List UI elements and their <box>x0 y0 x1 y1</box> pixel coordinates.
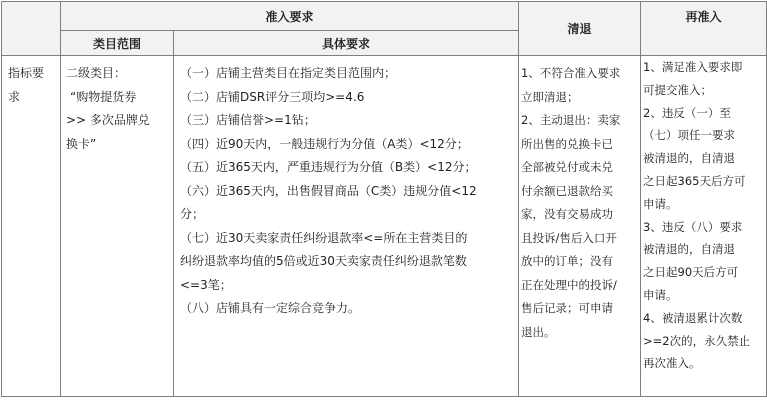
clearance-header-text: 清退 <box>567 22 592 36</box>
clearance-line: 2、主动退出：卖家 <box>521 113 621 127</box>
category-line: 换卡” <box>66 136 97 151</box>
readmission-header <box>641 2 767 56</box>
readmission-cell <box>641 56 767 397</box>
specific-header <box>174 31 519 56</box>
requirement-line: （五）近365天内，严重违规行为分值（B类）<12分； <box>180 160 477 174</box>
clearance-line: 1、不符合准入要求 <box>521 66 621 80</box>
category-line: “购物提货券 <box>70 89 137 104</box>
clearance-line: 放中的订单；没有 <box>521 254 614 268</box>
requirements-cell <box>174 56 519 397</box>
requirement-line: （八）店铺具有一定综合竞争力。 <box>180 301 361 315</box>
readmission-line: 之日起90天后方可 <box>643 265 739 280</box>
readmission-line: 3、违反（八）要求 <box>643 219 743 234</box>
requirement-line: （七）近30天卖家责任纠纷退款率<=所在主营类目的 <box>180 230 468 245</box>
admission-header <box>61 2 519 31</box>
rules-table <box>1 1 767 397</box>
specific-header-text: 具体要求 <box>322 36 371 51</box>
requirement-line: <=3笔； <box>180 277 232 292</box>
readmission-line: 被清退的，自清退 <box>643 151 736 166</box>
requirement-line: 分； <box>180 207 205 221</box>
clearance-line: 退出。 <box>521 324 556 339</box>
clearance-header <box>519 2 641 56</box>
readmission-line: 4、被清退累计次数 <box>643 310 743 325</box>
clearance-cell <box>519 56 641 397</box>
readmission-line: 再次准入。 <box>643 356 701 371</box>
clearance-line: 付余额已退款给买 <box>521 183 614 198</box>
category-cell <box>61 56 174 397</box>
readmission-line: 被清退的，自清退 <box>643 242 736 257</box>
row-label-cell <box>2 56 61 397</box>
requirement-line: （四）近90天内，一般违规行为分值（A类）<12分； <box>180 136 469 151</box>
row-label: 指标要求 <box>8 66 45 104</box>
admission-header-text: 准入要求 <box>265 9 314 24</box>
readmission-line: 1、满足准入要求即 <box>643 60 743 74</box>
category-line: >> 多次品牌兑 <box>66 113 150 127</box>
readmission-line: 2、违反（一）至 <box>643 105 731 120</box>
requirement-line: 纠纷退款率均值的5倍或近30天卖家责任纠纷退款笔数 <box>180 254 467 268</box>
clearance-line: 正在处理中的投诉/ <box>521 277 617 292</box>
clearance-line: 售后记录；可申请 <box>521 301 614 315</box>
readmission-line: 申请。 <box>643 196 678 211</box>
category-scope-header <box>61 31 174 56</box>
clearance-line: 家，没有交易成功 <box>521 207 614 221</box>
readmission-line: 可提交准入； <box>643 82 713 97</box>
readmission-line: （七）项任一要求 <box>643 128 736 143</box>
readmission-header-text: 再准入 <box>685 10 722 24</box>
category-scope-header-text: 类目范围 <box>92 36 141 51</box>
clearance-line: 立即清退； <box>521 89 579 104</box>
clearance-line: 所出售的兑换卡已 <box>521 136 614 151</box>
requirement-line: （三）店铺信誉>=1钻； <box>180 113 316 127</box>
requirement-line: （二）店铺DSR评分三项均>=4.6 <box>180 89 365 104</box>
readmission-line: 申请。 <box>643 287 678 302</box>
category-line: 二级类目： <box>66 66 127 80</box>
readmission-line: >=2次的，永久禁止 <box>643 333 751 348</box>
clearance-line: 且投诉/售后入口开 <box>521 230 617 245</box>
readmission-line: 之日起365天后方可 <box>643 173 746 188</box>
requirement-line: （六）近365天内，出售假冒商品（C类）违规分值<12 <box>180 183 477 198</box>
clearance-line: 全部被兑付或未兑 <box>521 160 614 174</box>
requirement-line: （一）店铺主营类目在指定类目范围内； <box>180 66 397 80</box>
corner-cell <box>2 2 61 56</box>
